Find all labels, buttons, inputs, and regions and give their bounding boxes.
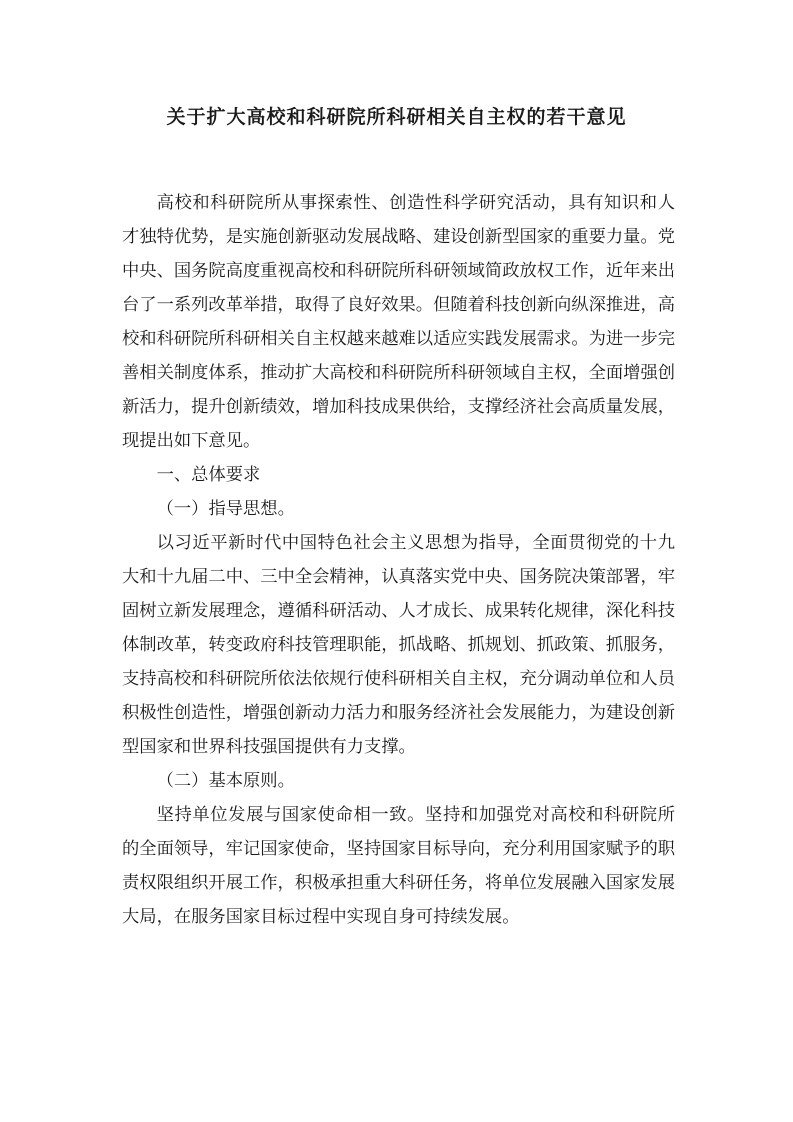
basic-principles-paragraph: 坚持单位发展与国家使命相一致。坚持和加强党对高校和科研院所的全面领导，牢记国家使命，坚持国家目标导向，充分利用国家赋予的职责权限组织开展工作，积极承担重大科研任务，将单位发展融入国家发展大局，在服务国家目标过程中实现自身可持续发展。 <box>122 805 676 927</box>
document-body <box>122 186 675 934</box>
subsection-heading-basic-principles: （二）基本原则。 <box>156 771 295 791</box>
guiding-ideology-paragraph: 以习近平新时代中国特色社会主义思想为指导，全面贯彻党的十九大和十九届二中、三中全会精神，认真落实党中央、国务院决策部署，牢固树立新发展理念，遵循科研活动、人才成长、成果转化规律，深化科技体制改革，转变政府科技管理职能，抓战略、抓规划、抓政策、抓服务，支持高校和科研院所依法依规行使科研相关自主权，充分调动单位和人员积极性创造性，增强创新动力活力和服务经济社会发展能力，为建设创新型国家和世界科技强国提供有力支撑。 <box>122 533 676 757</box>
intro-paragraph: 高校和科研院所从事探索性、创造性科学研究活动，具有知识和人才独特优势，是实施创新驱动发展战略、建设创新型国家的重要力量。党中央、国务院高度重视高校和科研院所科研领域简政放权工作，近年来出台了一系列改革举措，取得了良好效果。但随着科技创新向纵深推进，高校和科研院所科研相关自主权越来越难以适应实践发展需求。为进一步完善相关制度体系，推动扩大高校和科研院所科研领域自主权，全面增强创新活力，提升创新绩效，增加科技成果供给，支撑经济社会高质量发展，现提出如下意见。 <box>122 193 676 451</box>
section-heading-general-requirements: 一、总体要求 <box>156 465 261 485</box>
subsection-heading-guiding-ideology: （一）指导思想。 <box>156 499 295 519</box>
document-title: 关于扩大高校和科研院所科研相关自主权的若干意见 <box>166 106 627 128</box>
